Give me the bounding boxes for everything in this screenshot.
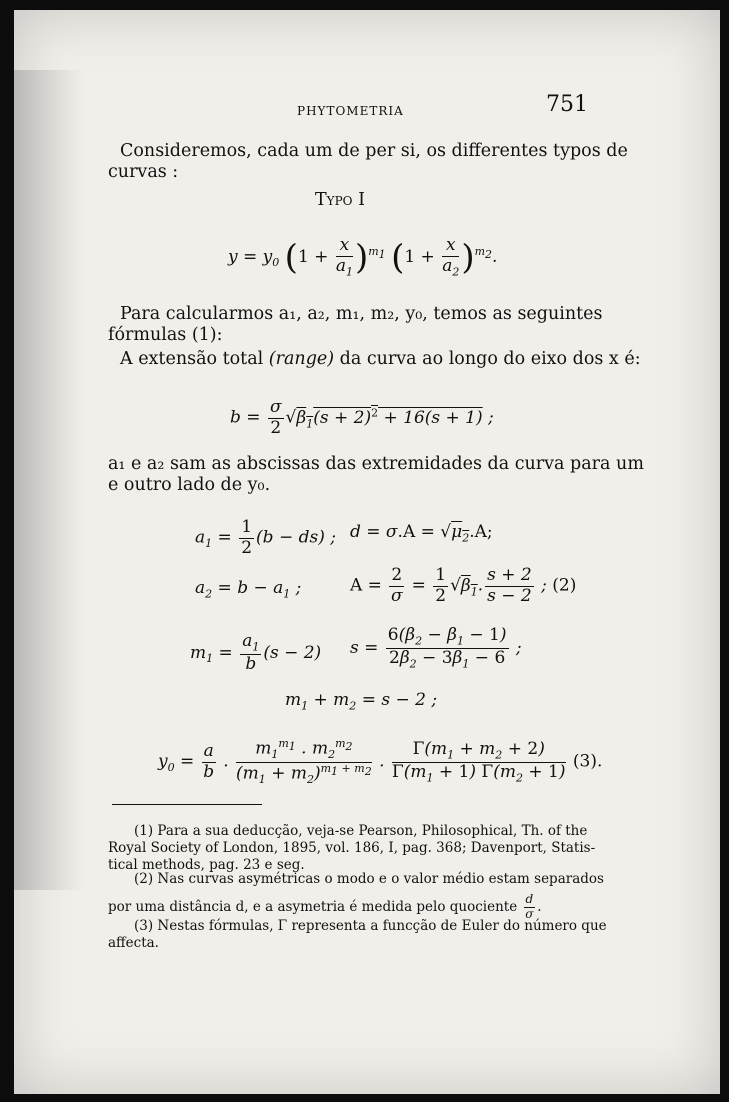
footnote-2-text: por uma distância d, e a asymetria é medida pelo quociente [108, 898, 518, 915]
para2-line [120, 349, 641, 369]
page-number: 751 [546, 92, 588, 117]
equation-number-2: (2) [552, 575, 577, 596]
equation-a1: $a_1$ = $\frac{1}{2}$ (b − ds) ; [195, 517, 336, 558]
equation-number-3: (3). [572, 751, 603, 772]
equation-d: $d = \sigma.A = √\mu_2.A$; [350, 522, 493, 545]
scan-shadow [14, 70, 84, 890]
para1-line-1: Para calcularmos a₁, a₂, m₁, m₂, y₀, temos as seguintes [120, 304, 603, 324]
para3-line-2: e outro lado de y₀. [108, 475, 271, 495]
footnote-1-line-3: tical methods, pag. 23 e seg. [108, 857, 305, 873]
equation-range-b: b = $\frac{\sigma}{2}$ $√\beta_1(s + 2)^2 + 16(s + 1)$ ; [230, 397, 494, 438]
footnote-1-line-2: Royal Society of London, 1895, vol. 186, I, pag. 368; Davenport, Statis- [108, 840, 596, 856]
para2-range-word: (range) [268, 349, 335, 369]
equation-m-sum: $m_1 + m_2 = s - 2$ ; [285, 690, 438, 713]
equation-y0: $y_0$ = $\frac{a}{b}$ . $\frac{m_1^{m_1} . m_2^{m_2}}{(m_1 + m_2)^{m_1 + m_2}}$ . $\frac{\Gamma(m_1 + m_2 + 2)}{\Gamma(m_1 + 1) \Gamma(m_2 + 1)}$ (3). [158, 737, 603, 786]
equation-s: s = $\frac{6(\beta_2 - \beta_1 - 1)}{2\beta_2 - 3\beta_1 - 6}$ ; [350, 625, 522, 671]
section-title: Typo I [315, 190, 365, 210]
footnote-3-line-1: (3) Nestas fórmulas, Γ representa a funcção de Euler do número que [134, 918, 607, 934]
footnote-2-line-1: (2) Nas curvas asymétricas o modo e o valor médio estam separados [134, 871, 604, 887]
para3-line-1: a₁ e a₂ sam as abscissas das extremidades da curva para um [108, 454, 644, 474]
footnote-rule [112, 804, 262, 805]
intro-line-1: Consideremos, cada um de per si, os differentes typos de [120, 141, 628, 161]
running-title: PHYTOMETRIA [297, 104, 404, 118]
para1-line-2: fórmulas (1): [108, 325, 223, 345]
equation-m1: $m_1$ = $\frac{a_1}{b}$ (s − 2) [190, 631, 322, 675]
footnote-3-line-2: affecta. [108, 935, 159, 951]
para2-suffix: da curva ao longo do eixo dos x é: [334, 349, 641, 369]
footnote-1-line-1: (1) Para a sua deducção, veja-se Pearson, Philosophical, Th. of the [134, 823, 588, 839]
footnote-2-line-2: por uma distância d, e a asymetria é medida pelo quociente $\frac{d}{\sigma}$ . [108, 892, 542, 921]
equation-a2: $a_2 = b - a_1$ ; [195, 578, 302, 601]
equation-type-i: $y = y_0$ (1 + $\frac{x}{a_1}$ )$^{m_1}$ (1 + $\frac{x}{a_2}$ )$^{m_2}$. [228, 235, 498, 278]
intro-line-2: curvas : [108, 162, 179, 182]
equation-A: A = $\frac{2}{\sigma}$ = $\frac{1}{2}$ $√\beta_1$. $\frac{s + 2}{s - 2}$ ; (2) [350, 565, 577, 606]
para2-prefix: A extensão total [120, 349, 269, 369]
